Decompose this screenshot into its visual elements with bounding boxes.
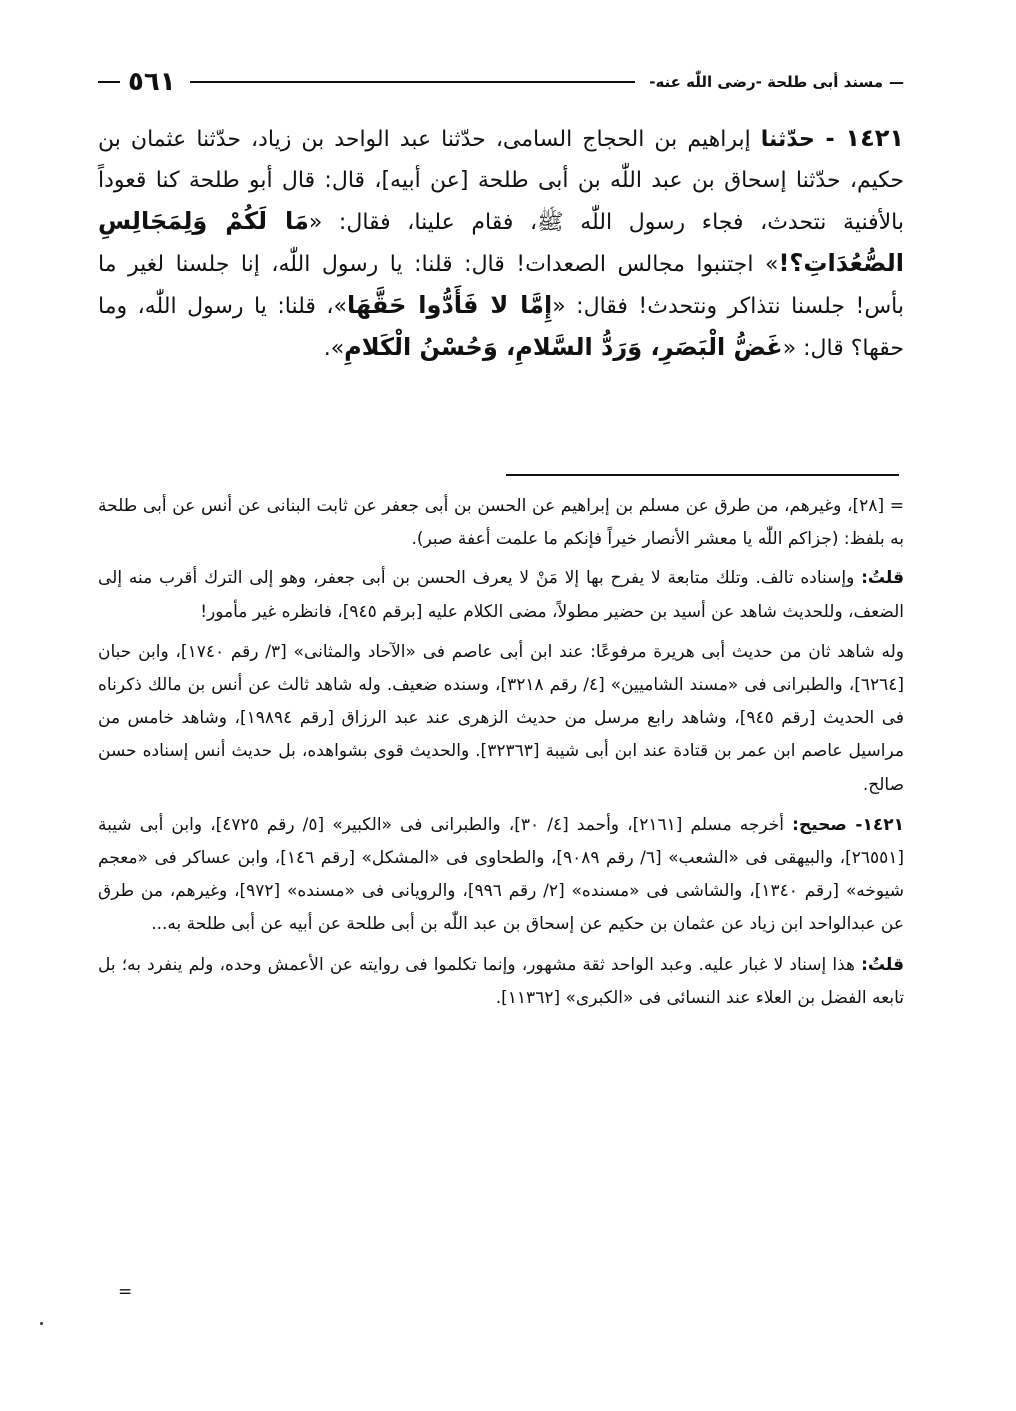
header-rule (190, 81, 636, 83)
page-number: ٥٦١ (128, 67, 176, 97)
hadith-paragraph: ١٤٢١ - حدّثنا إبراهيم بن الحجاج السامى، حدّثنا عبد الواحد بن زياد، حدّثنا عثمان بن حكيم، حدّثنا إسحاق بن عبد اللّٰه بن أبى طلحة [عن أبيه]، قال: قال أبو طلحة كنا قعوداً بالأفنية نتحدث، فجاء رسول اللّٰه ﷺ، فقام علينا، فقال: «مَا لَكُمْ وَلِمَجَالِسِ الصُّعُدَاتِ؟!» اجتنبوا مجالس الصعدات! قال: قلنا: يا رسول اللّٰه، إنا جلسنا لغير ما بأس! جلسنا نتذاكر ونتحدث! فقال: «إِمَّا لا فَأَدُّوا حَقَّهَا»، قلنا: يا رسول اللّٰه، وما حقها؟ قال: «غَضُّ الْبَصَرِ، وَرَدُّ السَّلامِ، وَحُسْنُ الْكَلامِ». (98, 124, 905, 361)
footnote-takhrij (98, 809, 904, 942)
footnote-comment (98, 562, 904, 628)
final-comment-text: هذا إسناد لا غبار عليه. وعبد الواحد ثقة مشهور، وإنما تكلموا فى روايته عن الأعمش وحده، ولم ينفرد به؛ بل تابعه الفضل بن العلاء عند النسائى فى «الكبرى» [١١٣٦٢]. (98, 954, 904, 1008)
running-title: مسند أبى طلحة -رضى اللّٰه عنه- (649, 73, 883, 91)
final-comment-lead: قلتُ: (861, 954, 904, 975)
hadith-text-1: إبراهيم بن الحجاج السامى، حدّثنا عبد الواحد بن زياد، حدّثنا عثمان بن حكيم، حدّثنا إسحاق بن عبد اللّٰه بن أبى طلحة [عن أبيه]، قال: قال أبو طلحة كنا قعوداً بالأفنية نتحدث، فجاء رسول اللّٰه ﷺ، فقام علينا، فقال: « (98, 127, 904, 235)
footnotes (98, 490, 904, 1022)
header-rule-end (98, 81, 120, 83)
hadith-number: ١٤٢١ (845, 124, 905, 152)
hadith-text-3: »، قلنا: يا رسول اللّٰه، وما حقها؟ قال: « (98, 294, 904, 361)
comment-text: وإسناده تالف. وتلك متابعة لا يفرح بها إلا مَنْ لا يعرف الحسن بن أبى جعفر، وهو إلى الترك أقرب منه إلى الضعف، وللحديث شاهد عن أسيد بن حضير مطولاً، مضى الكلام عليه [برقم ٩٤٥]، فانظره غير مأمور! (98, 568, 904, 622)
header-dash: — (889, 73, 904, 91)
takhrij-number: ١٤٢١- (855, 814, 904, 835)
hadith-text-2: » اجتنبوا مجالس الصعدات! قال: قلنا: يا رسول اللّٰه، إنا جلسنا لغير ما بأس! جلسنا نتذاكر ونتحدث! فقال: « (98, 252, 904, 319)
hadith-quote-3: غَضُّ الْبَصَرِ، وَرَدُّ السَّلامِ، وَحُسْنُ الْكَلامِ (344, 333, 783, 361)
hadith-body (98, 118, 904, 369)
hadith-lead: حدّثنا (760, 127, 815, 152)
footnote-separator (506, 474, 899, 476)
takhrij-text: أخرجه مسلم [٢١٦١]، وأحمد [٤/ ٣٠]، والطبرانى فى «الكبير» [٥/ رقم ٤٧٢٥]، وابن أبى شيبة [٢٦٥٥١]، والبيهقى فى «الشعب» [٦/ رقم ٩٠٨٩]، والطحاوى فى «المشكل» [رقم ١٤٦]، وابن عساكر فى «معجم شيوخه» [رقم ١٣٤٠]، والشاشى فى «مسنده» [٢/ رقم ٩٩٦]، والرويانى فى «مسنده» [٩٧٢]، وغيرهم، من طرق عن عبدالواحد ابن زياد عن عثمان بن حكيم عن إسحاق بن عبد اللّٰه بن أبى طلحة عن أبيه عن أبى طلحة به... (98, 814, 905, 935)
takhrij-grade: صحيح: (792, 814, 847, 835)
footnote-final-comment (98, 949, 904, 1015)
hadith-text-4: ». (323, 336, 345, 361)
continuation-mark: = (118, 1282, 133, 1302)
hadith-quote-2: إِمَّا لا فَأَدُّوا حَقَّهَا (347, 291, 553, 319)
hadith-quote-1: مَا لَكُمْ وَلِمَجَالِسِ الصُّعُدَاتِ؟! (98, 207, 904, 277)
footnote-witnesses: وله شاهد ثان من حديث أبى هريرة مرفوعًا: عند ابن أبى عاصم فى «الآحاد والمثانى» [٣/ رقم ١٧٤٠]، وابن حبان [٦٢٦٤]، والطبرانى فى «مسند الشاميين» [٤/ رقم ٣٢١٨]، وسنده ضعيف. وله شاهد ثالث عن أنس بن مالك ذكرناه فى الحديث [رقم ٩٤٥]، وشاهد رابع مرسل من حديث الزهرى عند عبد الرزاق [رقم ١٩٨٩٤]، وشاهد خامس من مراسيل عاصم ابن عمر بن قتادة عند ابن أبى شيبة [٣٢٣٦٣]. والحديث قوى بشواهده، بل حديث أنس إسناده حسن صالح. (98, 641, 904, 795)
margin-dot (40, 1322, 43, 1325)
running-header (98, 62, 904, 102)
footnote-continued: = [٢٨]، وغيرهم، من طرق عن مسلم بن إبراهيم عن الحسن بن أبى جعفر عن ثابت البنانى عن أنس عن أبى طلحة به بلفظ: (جزاكم اللّٰه يا معشر الأنصار خيراً فإنكم ما علمت أعفة صبر). (98, 496, 904, 550)
comment-lead: قلتُ: (861, 568, 904, 589)
